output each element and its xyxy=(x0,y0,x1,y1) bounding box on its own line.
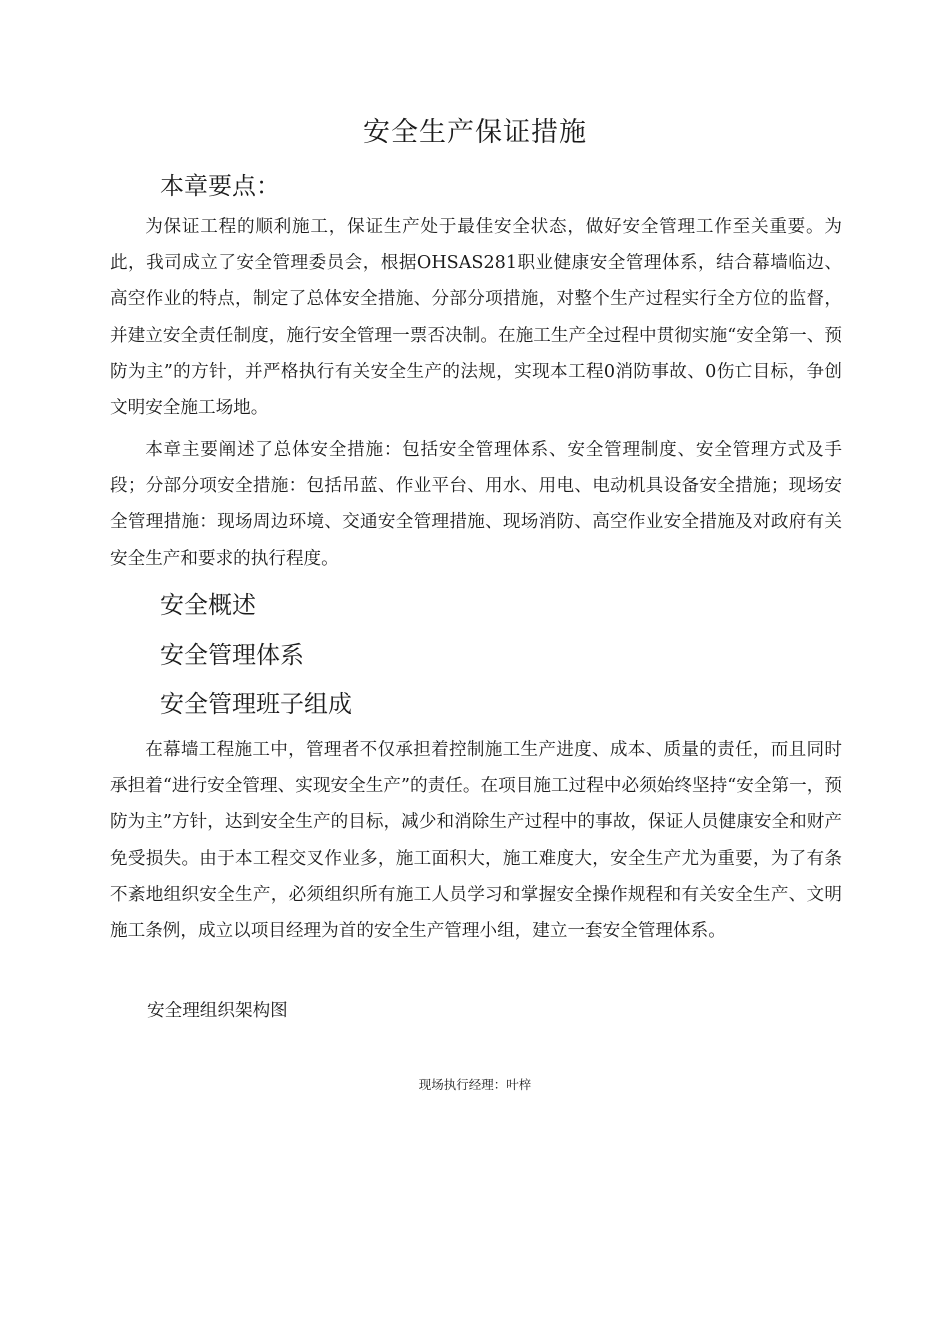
org-chart-top-node: 现场执行经理：叶梓 xyxy=(418,1077,532,1092)
figure-caption: 安全理组织架构图 xyxy=(147,1001,288,1021)
intro-paragraph-2: 本章主要阐述了总体安全措施：包括安全管理体系、安全管理制度、安全管理方式及手段；分部分项安全措施：包括吊蓝、作业平台、用水、用电、电动机具设备安全措施；现场安全管理措施：现场周边环境、交通安全管理措施、现场消防、高空作业安全措施及对政府有关安全生产和要求的执行程度。 xyxy=(110,440,842,569)
section-heading-management-team: 安全管理班子组成 xyxy=(160,690,352,718)
body-paragraph: 在幕墙工程施工中，管理者不仅承担着控制施工生产进度、成本、质量的责任，而且同时承担着“进行安全管理、实现安全生产”的责任。在项目施工过程中必须始终坚持“安全第一，预防为主”方针，达到安全生产的目标，减少和消除生产过程中的事故，保证人员健康安全和财产免受损失。由于本工程交叉作业多，施工面积大，施工难度大，安全生产尤为重要，为了有条不紊地组织安全生产，必须组织所有施工人员学习和掌握安全操作规程和有关安全生产、文明施工条例，成立以项目经理为首的安全生产管理小组，建立一套安全管理体系。 xyxy=(110,740,842,942)
document-title: 安全生产保证措施 xyxy=(363,117,587,148)
section-heading-management-system: 安全管理体系 xyxy=(160,641,304,669)
intro-paragraph-1: 为保证工程的顺利施工，保证生产处于最佳安全状态，做好安全管理工作至关重要。为此，我司成立了安全管理委员会，根据OHSAS281职业健康安全管理体系，结合幕墙临边、高空作业的特点，制定了总体安全措施、分部分项措施，对整个生产过程实行全方位的监督，并建立安全责任制度，施行安全管理一票否决制。在施工生产全过程中贯彻实施“安全第一、预防为主”的方针，并严格执行有关安全生产的法规，实现本工程0消防事故、0伤亡目标，争创文明安全施工场地。 xyxy=(110,217,842,419)
section-heading-overview: 安全概述 xyxy=(160,591,256,619)
chapter-heading: 本章要点： xyxy=(160,172,280,200)
